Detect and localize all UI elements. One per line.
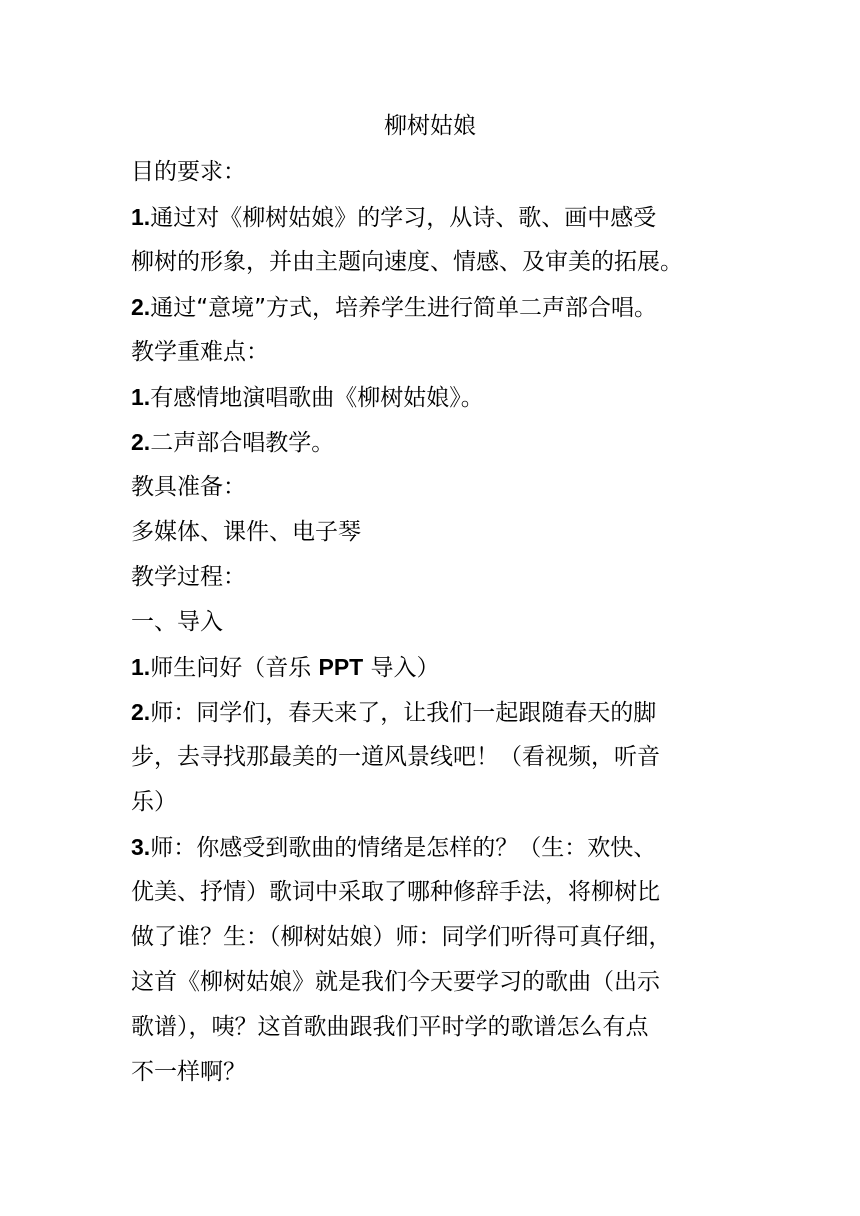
paragraph-line: [131, 870, 741, 914]
paragraph-line: [131, 690, 741, 735]
list-number: 1.: [131, 204, 151, 230]
line-text: 步，去寻找那最美的一道风景线吧！（看视频，听音: [131, 744, 660, 770]
line-text: 目的要求：: [131, 159, 246, 185]
line-text: 通过“意境”方式，培养学生进行简单二声部合唱。: [150, 295, 658, 321]
line-text: 师生问好（音乐: [150, 655, 319, 681]
paragraph-line: [131, 375, 741, 420]
list-number: 2.: [131, 294, 151, 320]
line-text: 师：同学们，春天来了，让我们一起跟随春天的脚: [150, 700, 657, 726]
line-text: 多媒体、课件、电子琴: [131, 519, 361, 545]
line-text: 歌谱），咦？这首歌曲跟我们平时学的歌谱怎么有点: [131, 1014, 649, 1040]
section-heading-key-points: [131, 330, 741, 374]
section-heading-materials: [131, 465, 741, 509]
line-text: 师：你感受到歌曲的情绪是怎样的？（生：欢快、: [150, 835, 657, 861]
line-text: 二声部合唱教学。: [150, 430, 335, 456]
paragraph-line: [131, 510, 741, 554]
line-text: 教学过程：: [131, 564, 246, 590]
document-title: 柳树姑娘: [384, 113, 476, 139]
list-number: 3.: [131, 834, 151, 860]
line-text: 柳树的形象，并由主题向速度、情感、及审美的拓展。: [131, 249, 683, 275]
paragraph-line: [131, 960, 741, 1004]
paragraph-line: [131, 195, 741, 240]
line-text: 做了谁？生：（柳树姑娘）师：同学们听得可真仔细，: [131, 924, 672, 950]
paragraph-line: [131, 825, 741, 870]
list-number: 1.: [131, 654, 151, 680]
paragraph-line: [131, 1050, 741, 1094]
list-number: 1.: [131, 384, 151, 410]
line-text: 教具准备：: [131, 474, 246, 500]
line-text: 教学重难点：: [131, 339, 269, 365]
paragraph-line: [131, 240, 741, 284]
line-text: 这首《柳树姑娘》就是我们今天要学习的歌曲（出示: [131, 969, 660, 995]
paragraph-line: [131, 285, 741, 330]
paragraph-line: [131, 645, 741, 690]
paragraph-line: [131, 420, 741, 465]
paragraph-line: [131, 735, 741, 779]
line-text: 不一样啊？: [131, 1059, 246, 1085]
line-text: 通过对《柳树姑娘》的学习，从诗、歌、画中感受: [150, 205, 657, 231]
section-heading-process: [131, 555, 741, 599]
list-number: 2.: [131, 429, 151, 455]
section-heading-intro: [131, 600, 741, 644]
line-text: 优美、抒情）歌词中采取了哪种修辞手法，将柳树比: [131, 879, 660, 905]
paragraph-line: [131, 915, 741, 959]
section-heading-objectives: [131, 150, 741, 194]
paragraph-line: [131, 780, 741, 824]
latin-term: PPT: [318, 654, 364, 680]
line-text: 一、导入: [131, 609, 223, 635]
line-text: 乐）: [131, 789, 177, 815]
line-text: 有感情地演唱歌曲《柳树姑娘》。: [150, 385, 484, 411]
line-text-tail: 导入）: [363, 655, 440, 681]
paragraph-line: [131, 1005, 741, 1049]
list-number: 2.: [131, 699, 151, 725]
